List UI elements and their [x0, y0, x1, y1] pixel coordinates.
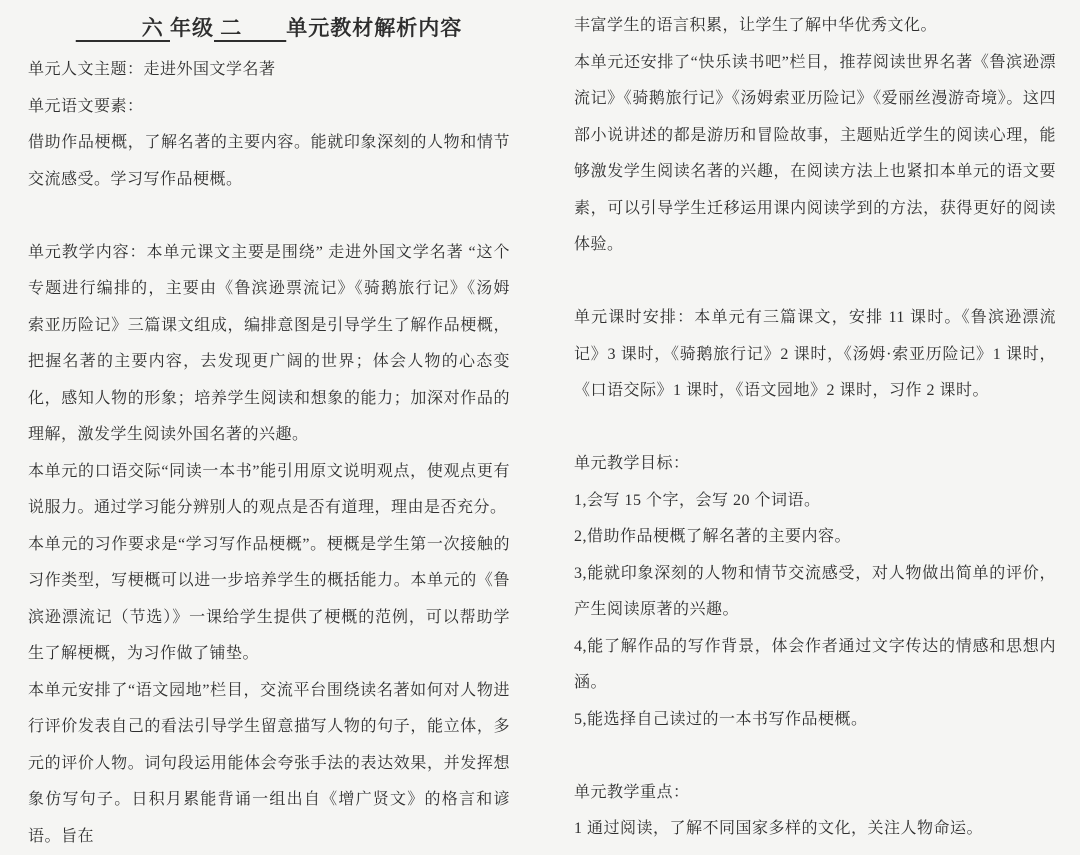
teaching-goal-3: 3,能就印象深刻的人物和情节交流感受，对人物做出简单的评价，产生阅读原著的兴趣。 — [574, 556, 1056, 629]
happy-reading-paragraph: 本单元还安排了“快乐读书吧”栏目，推荐阅读世界名著《鲁滨逊漂流记》《骑鹅旅行记》《汤姆索亚历险记》《爱丽丝漫游奇境》。这四部小说讲述的都是游历和冒险故事，主题贴近学生的阅读心理，能够激发学生阅读名著的兴趣，在阅读方法上也紧扣本单元的语文要素，可以引导学生迁移运用课内阅读学到的方法，获得更好的阅读体验。 — [574, 45, 1056, 264]
unit-language-elements-heading: 单元语文要素： — [28, 89, 510, 126]
oral-communication-paragraph: 本单元的口语交际“同读一本书”能引用原文说明观点，使观点更有说服力。通过学习能分辨别人的观点是否有道理，理由是否充分。 — [28, 454, 510, 527]
right-column — [574, 8, 1056, 810]
title-grade-label: 年级 — [170, 16, 214, 40]
teaching-goal-4: 4,能了解作品的写作背景，体会作者通过文字传达的情感和思想内涵。 — [574, 629, 1056, 702]
writing-requirement-paragraph: 本单元的习作要求是“学习写作品梗概”。梗概是学生第一次接触的习作类型，写梗概可以进一步培养学生的概括能力。本单元的《鲁滨逊漂流记（节选）》一课给学生提供了梗概的范例，可以帮助学生了解梗概，为习作做了铺垫。 — [28, 527, 510, 673]
teaching-goal-2: 2,借助作品梗概了解名著的主要内容。 — [574, 519, 1056, 556]
teaching-goal-1: 1,会写 15 个字，会写 20 个词语。 — [574, 483, 1056, 520]
continuation-paragraph: 丰富学生的语言积累，让学生了解中华优秀文化。 — [574, 8, 1056, 45]
document-title — [28, 8, 510, 48]
teaching-focus-heading: 单元教学重点： — [574, 775, 1056, 812]
yuwen-yuandi-paragraph: 本单元安排了“语文园地”栏目，交流平台围绕读名著如何对人物进行评价发表自己的看法引导学生留意描写人物的句子，能立体，多元的评价人物。词句段运用能体会夸张手法的表达效果，并发挥想象仿写句子。日积月累能背诵一组出自《增广贤文》的格言和谚语。旨在 — [28, 673, 510, 855]
unit-humanities-theme: 单元人文主题：走进外国文学名著 — [28, 52, 510, 89]
teaching-goals-heading: 单元教学目标： — [574, 446, 1056, 483]
teaching-focus-1: 1 通过阅读，了解不同国家多样的文化，关注人物命运。 — [574, 811, 1056, 848]
unit-language-elements-body: 借助作品梗概，了解名著的主要内容。能就印象深刻的人物和情节交流感受。学习写作品梗概。 — [28, 125, 510, 198]
left-column — [28, 8, 510, 810]
unit-teaching-content-paragraph: 单元教学内容：本单元课文主要是围绕” 走进外国文学名著 “这个专题进行编排的，主要由《鲁滨逊票流记》《骑鹅旅行记》《汤姆 索亚历险记》三篇课文组成，编排意图是引导学生了解作品梗概，把握名著的主要内容，去发现更广阔的世界；体会人物的心态变化，感知人物的形象；培养学生阅读和想象的能力；加深对作品的理解，激发学生阅读外国名著的兴趣。 — [28, 235, 510, 454]
title-grade-blank: 六 — [76, 16, 170, 40]
lesson-hours-paragraph: 单元课时安排：本单元有三篇课文，安排 11 课时。《鲁滨逊漂流记》3 课时，《骑鹅旅行记》2 课时，《汤姆·索亚历险记》1 课时，《口语交际》1 课时，《语文园地》2 课时，习作 2 课时。 — [574, 300, 1056, 410]
title-unit-blank: 二 — [214, 16, 286, 40]
title-suffix: 单元教材解析内容 — [286, 16, 462, 40]
teaching-goal-5: 5,能选择自己读过的一本书写作品梗概。 — [574, 702, 1056, 739]
